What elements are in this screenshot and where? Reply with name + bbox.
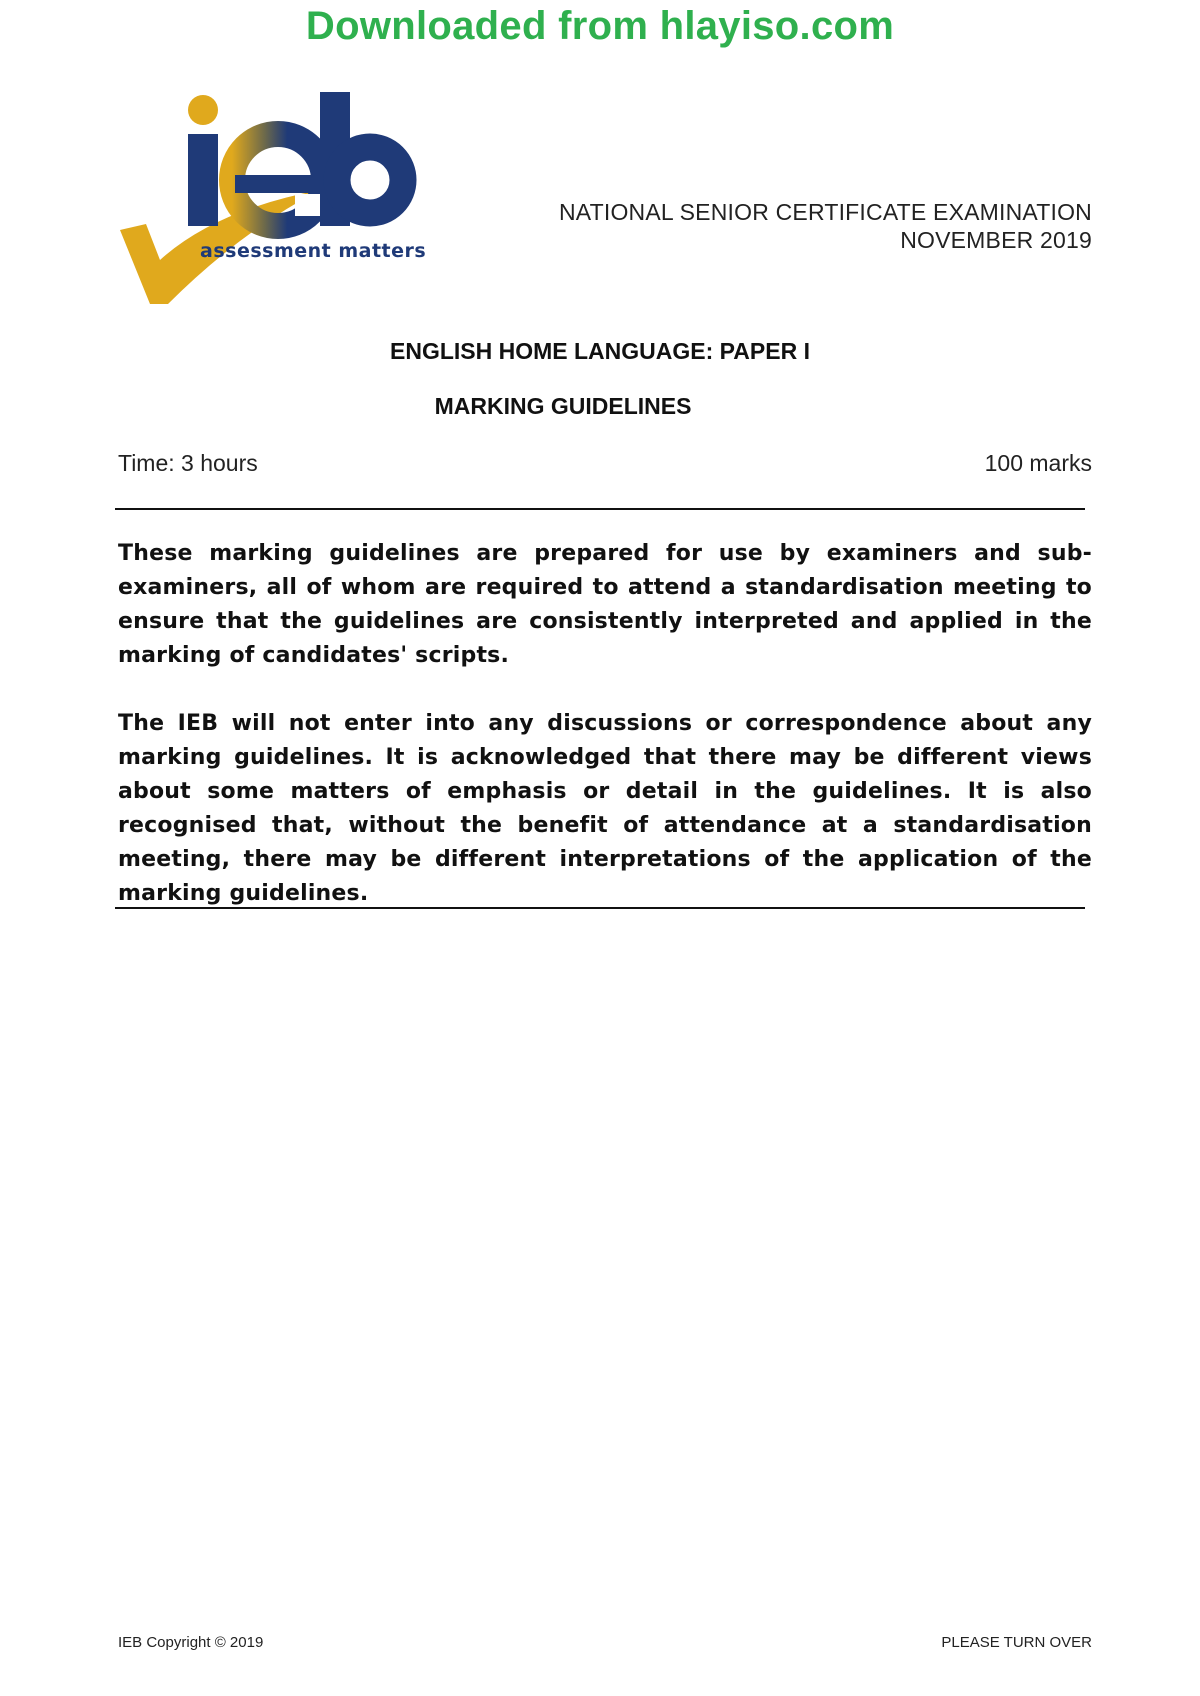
footer-copyright: IEB Copyright © 2019 <box>118 1634 264 1651</box>
guidelines-paragraph-2: The IEB will not enter into any discussions or correspondence about any marking guidelines. It is acknowledged that there may be different views about some matters of emphasis or detail in the guidelines. It is also recognised that, without the benefit of attendance at a standardisation meeting, there may be different interpretations of the application of the marking guidelines. <box>118 711 1092 906</box>
paper-title: ENGLISH HOME LANGUAGE: PAPER I <box>390 338 810 364</box>
exam-date: NOVEMBER 2019 <box>900 227 1092 253</box>
guidelines-paragraph-1: These marking guidelines are prepared for use by examiners and sub-examiners, all of whom are required to attend a standardisation meeting to ensure that the guidelines are consistently interpreted and applied in the marking of candidates' scripts. <box>118 541 1092 668</box>
exam-heading <box>559 198 1092 254</box>
footer-turn-over: PLEASE TURN OVER <box>941 1634 1092 1651</box>
time-label: Time: 3 hours <box>118 450 258 476</box>
exam-name: NATIONAL SENIOR CERTIFICATE EXAMINATION <box>558 199 1092 225</box>
ieb-logo <box>120 92 460 317</box>
guidelines-title: MARKING GUIDELINES <box>434 393 692 419</box>
marks-label: 100 marks <box>984 450 1092 476</box>
top-divider <box>115 508 1085 510</box>
bottom-divider <box>115 907 1085 909</box>
logo-tagline: assessment matters <box>200 240 427 262</box>
download-watermark: Downloaded from hlayiso.com <box>305 4 895 48</box>
ieb-logo-graphic <box>120 92 460 317</box>
